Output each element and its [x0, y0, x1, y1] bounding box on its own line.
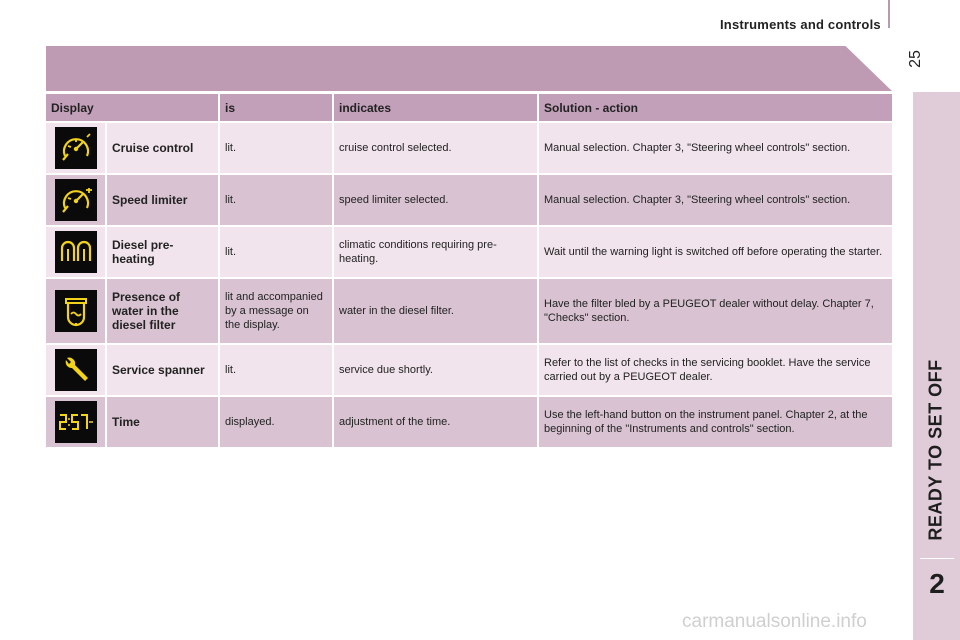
table-row [46, 279, 892, 343]
header-indicates: indicates [334, 94, 537, 121]
speed-limiter-icon [55, 179, 97, 221]
row-name: Presence of water in the diesel filter [107, 279, 218, 343]
table-row [46, 175, 892, 225]
row-indicates: water in the diesel filter. [334, 279, 537, 343]
row-solution: Manual selection. Chapter 3, "Steering wheel controls" section. [539, 175, 892, 225]
row-indicates: speed limiter selected. [334, 175, 537, 225]
row-name: Diesel pre-heating [107, 227, 218, 277]
footer-watermark: carmanualsonline.info [682, 611, 867, 632]
chapter-divider [920, 558, 954, 559]
time-display-icon [55, 401, 97, 443]
table-row [46, 345, 892, 395]
icon-cell [46, 175, 105, 225]
row-is: displayed. [220, 397, 332, 447]
row-is: lit. [220, 175, 332, 225]
row-solution: Manual selection. Chapter 3, "Steering wheel controls" section. [539, 123, 892, 173]
table-banner [46, 46, 892, 91]
table-row [46, 227, 892, 277]
row-name: Service spanner [107, 345, 218, 395]
header-is: is [220, 94, 332, 121]
chapter-title: READY TO SET OFF [925, 359, 946, 541]
header-divider [888, 0, 890, 28]
icon-cell [46, 279, 105, 343]
cruise-control-icon [55, 127, 97, 169]
icon-cell [46, 345, 105, 395]
row-solution: Wait until the warning light is switched off before operating the starter. [539, 227, 892, 277]
row-is: lit and accompanied by a message on the display. [220, 279, 332, 343]
row-indicates: adjustment of the time. [334, 397, 537, 447]
icon-cell [46, 397, 105, 447]
row-solution: Use the left-hand button on the instrument panel. Chapter 2, at the beginning of the "Instruments and controls" section. [539, 397, 892, 447]
row-is: lit. [220, 345, 332, 395]
header-display: Display [46, 94, 218, 121]
row-is: lit. [220, 227, 332, 277]
row-name: Time [107, 397, 218, 447]
section-title: Instruments and controls [720, 17, 881, 32]
diesel-preheating-icon [55, 231, 97, 273]
row-indicates: service due shortly. [334, 345, 537, 395]
row-solution: Have the filter bled by a PEUGEOT dealer without delay. Chapter 7, "Checks" section. [539, 279, 892, 343]
row-name: Cruise control [107, 123, 218, 173]
service-spanner-icon [55, 349, 97, 391]
water-in-diesel-filter-icon [55, 290, 97, 332]
icon-cell [46, 227, 105, 277]
table-row [46, 123, 892, 173]
page-number: 25 [907, 50, 924, 68]
row-indicates: cruise control selected. [334, 123, 537, 173]
chapter-number: 2 [929, 568, 945, 599]
header-solution: Solution - action [539, 94, 892, 121]
row-solution: Refer to the list of checks in the servicing booklet. Have the service carried out by a PEUGEOT dealer. [539, 345, 892, 395]
row-name: Speed limiter [107, 175, 218, 225]
warning-lights-table [46, 94, 892, 449]
table-row [46, 397, 892, 447]
row-indicates: climatic conditions requiring pre-heating. [334, 227, 537, 277]
row-is: lit. [220, 123, 332, 173]
icon-cell [46, 123, 105, 173]
table-header-row [46, 94, 892, 121]
